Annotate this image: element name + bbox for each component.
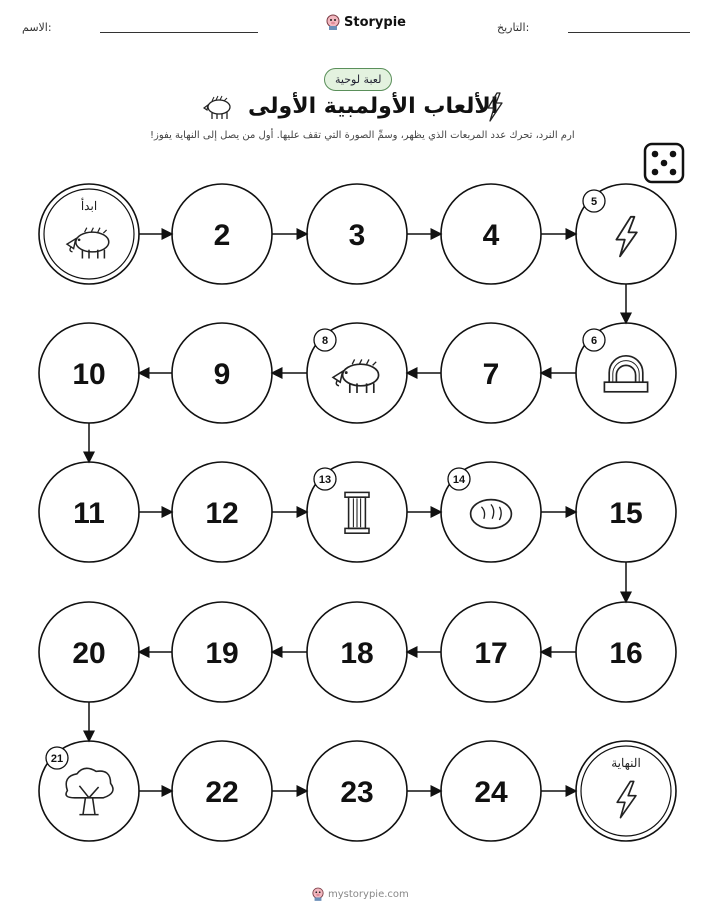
space-number: 16 (609, 637, 643, 670)
board-space (39, 602, 139, 702)
space-number: 7 (482, 358, 500, 391)
board-space (307, 184, 407, 284)
board-space (307, 602, 407, 702)
space-number: 6 (590, 335, 598, 347)
board-space (172, 184, 272, 284)
board-space (441, 184, 541, 284)
space-number: 11 (73, 497, 105, 530)
space-number: 8 (321, 335, 329, 347)
page-title: الألعاب الأولمبية الأولى (248, 94, 499, 119)
column-icon (345, 492, 369, 533)
board-space (441, 602, 541, 702)
space-number: 14 (452, 474, 466, 486)
space-number: 22 (205, 776, 239, 809)
board-space (39, 462, 139, 562)
board-space (172, 462, 272, 562)
space-number: 17 (474, 637, 508, 670)
footer (312, 887, 409, 901)
board-space (576, 323, 676, 423)
finish-label: النهاية (611, 756, 641, 770)
name-label: الاسم: (22, 21, 52, 34)
board-space (172, 602, 272, 702)
game-type-badge: لعبة لوحية (324, 68, 392, 91)
board-space (576, 602, 676, 702)
board-space (39, 323, 139, 423)
board-space (307, 462, 407, 562)
start-space (39, 184, 139, 284)
space-number: 13 (318, 474, 332, 486)
board-space (441, 741, 541, 841)
space-number: 4 (482, 219, 500, 252)
space-number: 5 (590, 196, 598, 208)
board-space (576, 184, 676, 284)
board-space (172, 323, 272, 423)
space-number: 9 (213, 358, 231, 391)
space-number: 12 (205, 497, 239, 530)
space-number: 24 (474, 776, 508, 809)
start-label: ابدأ (80, 199, 98, 213)
date-label: التاريخ: (497, 21, 530, 34)
space-number: 20 (72, 637, 106, 670)
board-space (441, 323, 541, 423)
space-number: 3 (348, 219, 366, 252)
board-space (307, 741, 407, 841)
pig-mascot-icon (312, 887, 324, 901)
finish-space (576, 741, 676, 841)
board-space (39, 741, 139, 841)
instructions: ارم النرد، تحرك عدد المربعات الذي يظهر، وسمِّ الصورة التي تقف عليها. أول من يصل إلى النهاية يفوز! (150, 130, 575, 141)
space-number: 21 (50, 753, 64, 765)
space-number: 23 (340, 776, 374, 809)
brand-name: Storypie (344, 14, 406, 30)
space-number: 2 (213, 219, 231, 252)
space-number: 19 (205, 637, 239, 670)
space-number: 18 (340, 637, 374, 670)
board-space (441, 462, 541, 562)
board-space (576, 462, 676, 562)
board-space (172, 741, 272, 841)
space-number: 10 (72, 358, 106, 391)
footer-url: mystorypie.com (328, 888, 409, 900)
board-space (307, 323, 407, 423)
space-number: 15 (609, 497, 643, 530)
